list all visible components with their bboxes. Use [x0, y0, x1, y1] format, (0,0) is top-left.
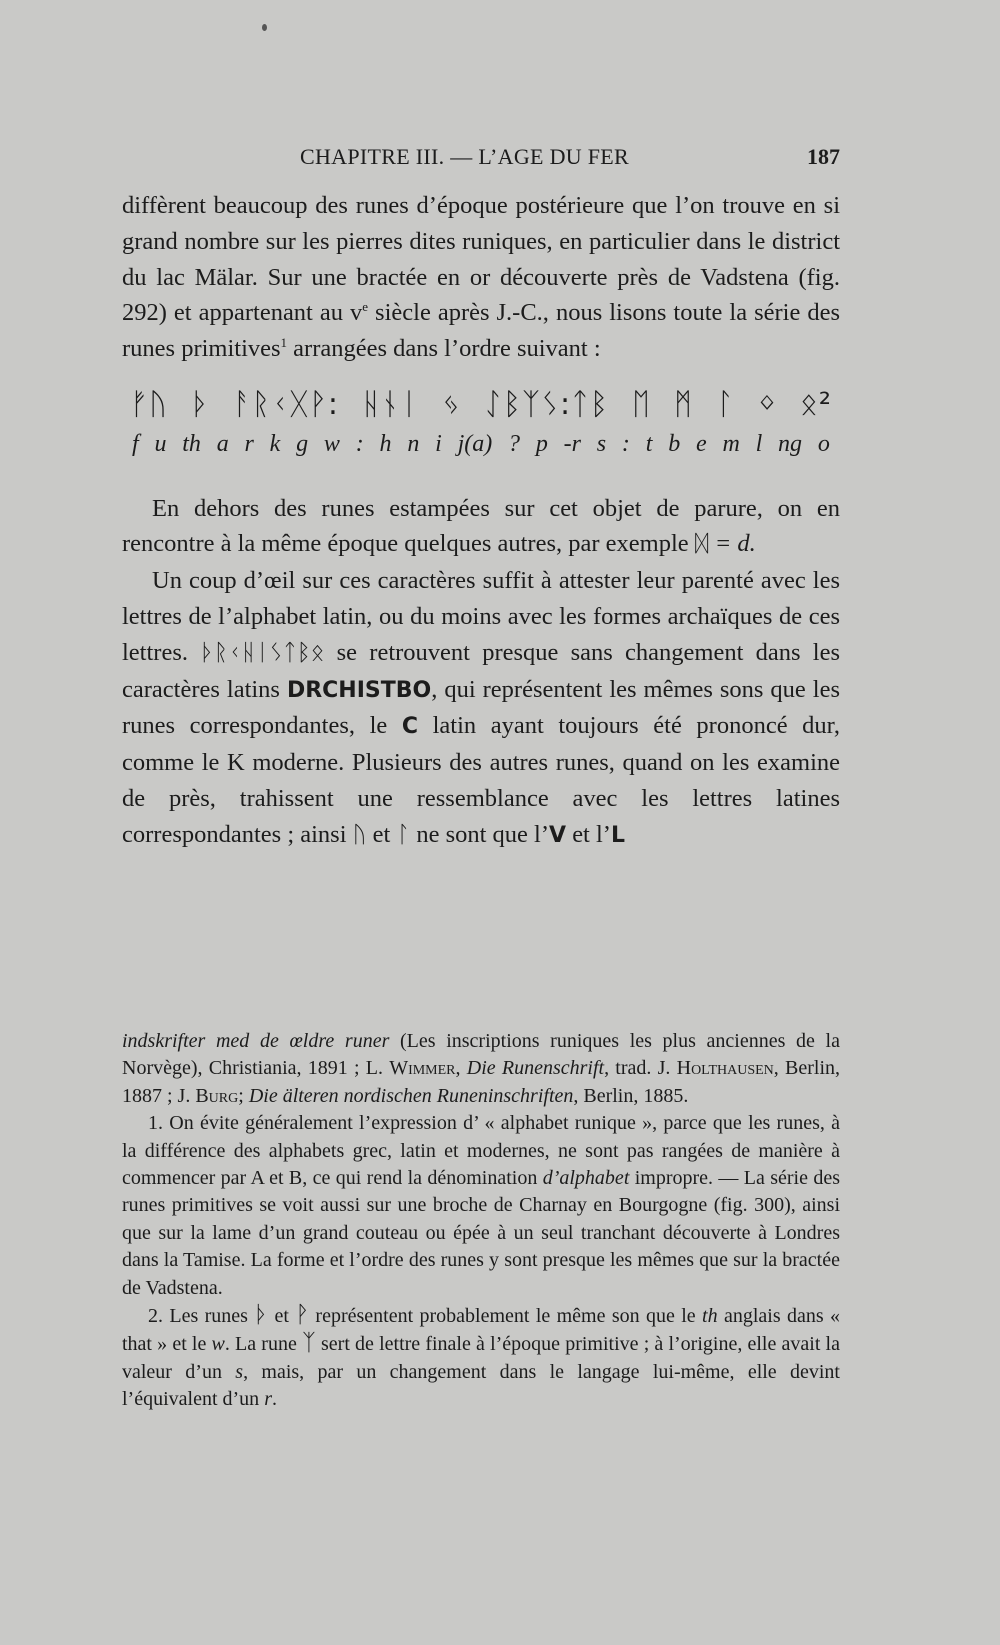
rune-w-glyph: ᚹ: [295, 1302, 310, 1329]
rune-glyph: ᛜ: [757, 386, 777, 422]
footnote-2: 2. Les runes ᚦ et ᚹ représentent probablement le même son que le th anglais dans « that » et le w. La rune ᛉ sert de lettre finale à l’époque primitive ; à l’origine, elle avait la valeur d’un s, mais, par un changement dans le langage lui-même, elle devint l’équivalent d’un r.: [122, 1302, 840, 1411]
translit-letter: o: [817, 430, 830, 457]
translit-letter: f: [132, 430, 139, 457]
translit-letter: k: [269, 430, 281, 457]
paragraph-1: diffèrent beaucoup des runes d’époque postérieure que l’on trouve en si grand nombre sur les pierres dites runiques, en particulier dans le district du lac Mälar. Sur une bractée en or découverte près de Vadstena (fig. 292) et appartenant au $v^e$ siècle après J.-C., nous lisons toute la série des runes primitives$^1$ arrangées dans l’ordre suivant :: [122, 192, 841, 363]
rune-glyph: ᛚ: [715, 386, 735, 422]
translit-letter: ?: [508, 430, 521, 457]
translit-letter: :: [621, 430, 630, 457]
main-text: [122, 188, 840, 854]
translit-letter: b: [668, 430, 681, 457]
translit-letter: a: [216, 430, 229, 457]
translit-letter: e: [695, 430, 707, 457]
translit-letter: l: [755, 430, 763, 457]
paragraph-2: En dehors des runes estampées sur cet objet de parure, on en rencontre à la même époque quelques autres, par exemple ᛞ = d.: [122, 494, 840, 558]
rune-glyph: ᚨᚱᚲᚷᚹ:: [232, 386, 340, 422]
rune-glyph: ᛃ: [441, 386, 461, 422]
rune-l-glyph: ᛚ: [396, 821, 411, 848]
paragraph-3: Un coup d’œil sur ces caractères suffit à attester leur parenté avec les lettres de l’alphabet latin, ou du moins avec les formes archaïques de ces lettres. ᚦᚱᚲᚺᛁᛊᛏᛒᛟ se retrouvent presque sans changement dans les caractères latins DRCHISTBO, qui représentent les mêmes sons que les runes correspondantes, le C latin ayant toujours été prononcé dur, comme le K moderne. Plusieurs des autres runes, quand on les examine de près, trahissent une ressemblance avec les lettres latines correspondantes ; ainsi ᚢ et ᛚ ne sont que l’V et l’L: [122, 567, 841, 848]
footnote-continuation: indskrifter med de œldre runer (Les inscriptions runiques les plus anciennes de la Norvège), Christiania, 1891 ; L. Wimmer, Die Runenschrift, trad. J. Holthausen, Berlin, 1887 ; J. Burg; Die älteren nordischen Runeninschriften, Berlin, 1885.: [122, 1030, 840, 1107]
footnote-1: 1. On évite généralement l’expression d’ « alphabet runique », parce que les runes, à la différence des alphabets grec, latin et modernes, ne sont pas rangées de manière à commencer par A et B, ce qui rend la dénomination d’alphabet impropre. — La série des runes primitives se voit aussi sur une broche de Charnay en Bourgogne (fig. 300), ainsi que sur la lame d’un grand couteau ou épée à un seul tranchant découverte à Londres dans la Tamise. La forme et l’ordre des runes y sont presque les mêmes que sur la bractée de Vadstena.: [122, 1112, 841, 1299]
rune-glyph: ᚠᚢ: [130, 386, 168, 422]
translit-letter: th: [182, 430, 201, 457]
print-speck: [262, 24, 267, 31]
chapter-title: CHAPITRE III. — L’AGE DU FER: [300, 144, 630, 169]
rune-glyph: ᚺᚾᛁ: [362, 386, 420, 422]
running-header: [300, 140, 840, 174]
rune-glyph: ᛇᛒᛉᛊ:ᛏᛒ: [483, 386, 610, 422]
translit-letter: g: [296, 430, 309, 457]
translit-letter: m: [722, 430, 740, 457]
translit-letter: p: [535, 430, 548, 457]
translit-letter: s: [596, 430, 607, 457]
rune-series: [122, 387, 840, 423]
rune-th-glyph: ᚦ: [254, 1302, 269, 1329]
rune-glyph: ᛖ: [632, 386, 652, 422]
rune-glyph: ᚦ: [190, 386, 210, 422]
rune-u-glyph: ᚢ: [352, 821, 367, 848]
page-number: 187: [807, 144, 840, 169]
translit-letter: ng: [778, 430, 803, 457]
rune-transliteration: [122, 427, 840, 463]
translit-letter: h: [379, 430, 392, 457]
translit-letter: i: [435, 430, 442, 457]
rune-glyph: ᛗ: [674, 386, 693, 422]
footnotes: [122, 1028, 840, 1414]
translit-letter: r: [244, 430, 254, 457]
translit-letter: u: [154, 430, 167, 457]
latin-letters: DRCHISTBO: [286, 677, 432, 703]
translit-letter: w: [323, 430, 340, 457]
translit-letter: j(a): [457, 430, 493, 457]
rune-z-glyph: ᛉ: [302, 1330, 316, 1357]
footnote-ref-1[interactable]: 1: [280, 335, 288, 351]
rune-group-glyphs: ᚦᚱᚲᚺᛁᛊᛏᛒᛟ: [200, 639, 325, 666]
rune-d-glyph: ᛞ: [694, 531, 709, 558]
rune-glyph: ᛟ²: [799, 386, 832, 422]
translit-letter: n: [407, 430, 420, 457]
translit-letter: t: [645, 430, 653, 457]
translit-letter: :: [355, 430, 364, 457]
translit-letter: -r: [563, 430, 581, 457]
